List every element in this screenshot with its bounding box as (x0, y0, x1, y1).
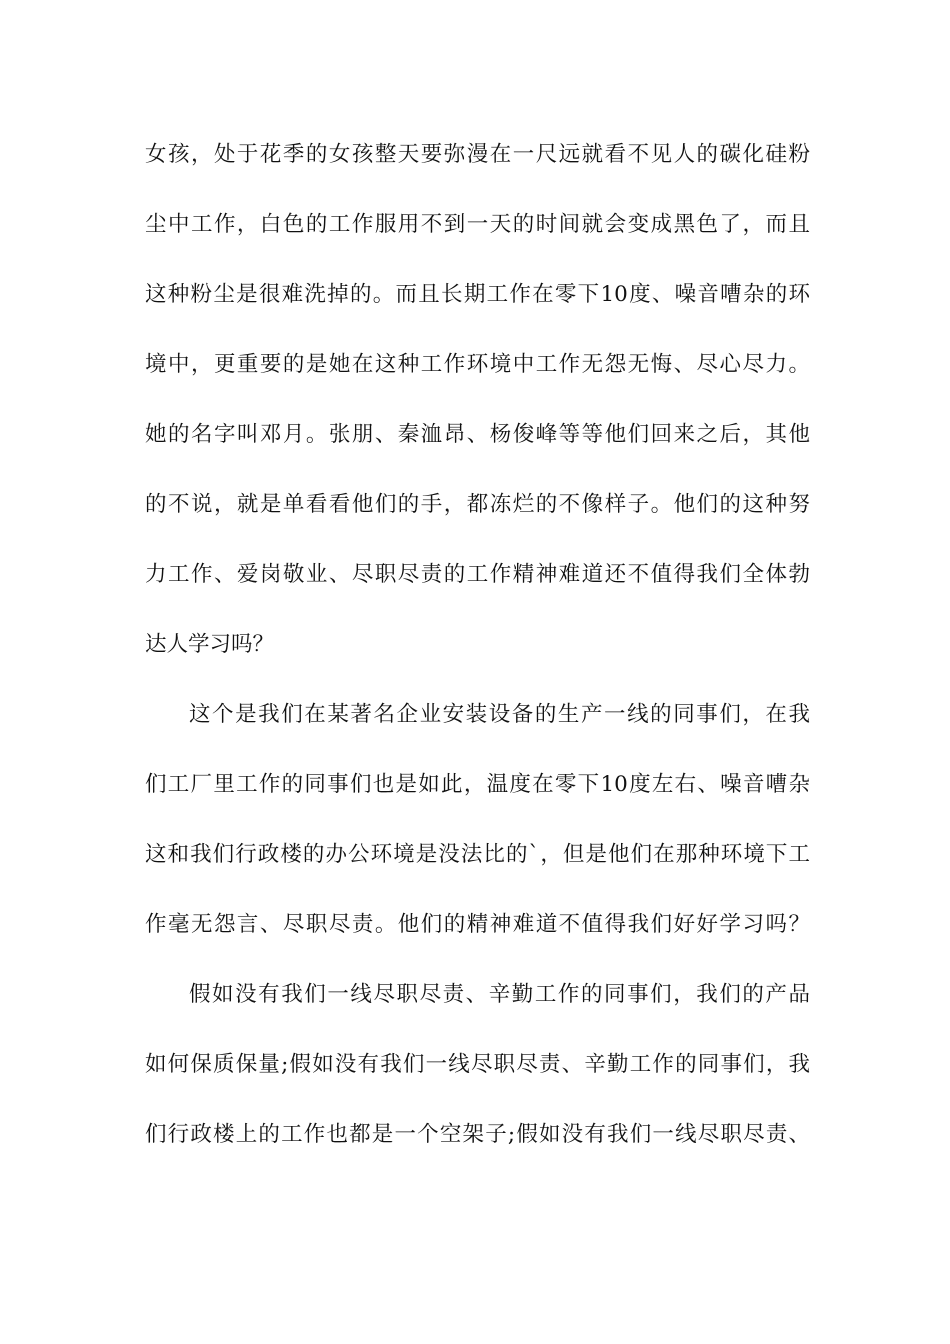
text-line: 们工厂里工作的同事们也是如此，温度在零下10度左右、噪音嘈杂 (145, 772, 810, 797)
text-line: 作毫无怨言、尽职尽责。他们的精神难道不值得我们好好学习吗？ (145, 912, 810, 937)
text-line: 这和我们行政楼的办公环境是没法比的`，但是他们在那种环境下工 (145, 842, 810, 867)
text-line: 这个是我们在某著名企业安装设备的生产一线的同事们，在我 (189, 702, 810, 727)
text-line: 们行政楼上的工作也都是一个空架子;假如没有我们一线尽职尽责、 (145, 1122, 810, 1147)
text-line: 尘中工作，白色的工作服用不到一天的时间就会变成黑色了，而且 (145, 212, 810, 237)
text-line: 达人学习吗？ (145, 632, 275, 657)
text-line: 力工作、爱岗敬业、尽职尽责的工作精神难道还不值得我们全体勃 (145, 562, 810, 587)
text-line: 这种粉尘是很难洗掉的。而且长期工作在零下10度、噪音嘈杂的环 (145, 282, 810, 307)
text-line: 女孩，处于花季的女孩整天要弥漫在一尺远就看不见人的碳化硅粉 (145, 142, 810, 167)
text-line: 的不说，就是单看看他们的手，都冻烂的不像样子。他们的这种努 (145, 492, 810, 517)
text-line: 如何保质保量;假如没有我们一线尽职尽责、辛勤工作的同事们，我 (145, 1052, 810, 1077)
text-line: 境中，更重要的是她在这种工作环境中工作无怨无悔、尽心尽力。 (145, 352, 810, 377)
text-line: 她的名字叫邓月。张朋、秦洫昂、杨俊峰等等他们回来之后，其他 (145, 422, 810, 447)
text-line: 假如没有我们一线尽职尽责、辛勤工作的同事们，我们的产品 (189, 982, 810, 1007)
